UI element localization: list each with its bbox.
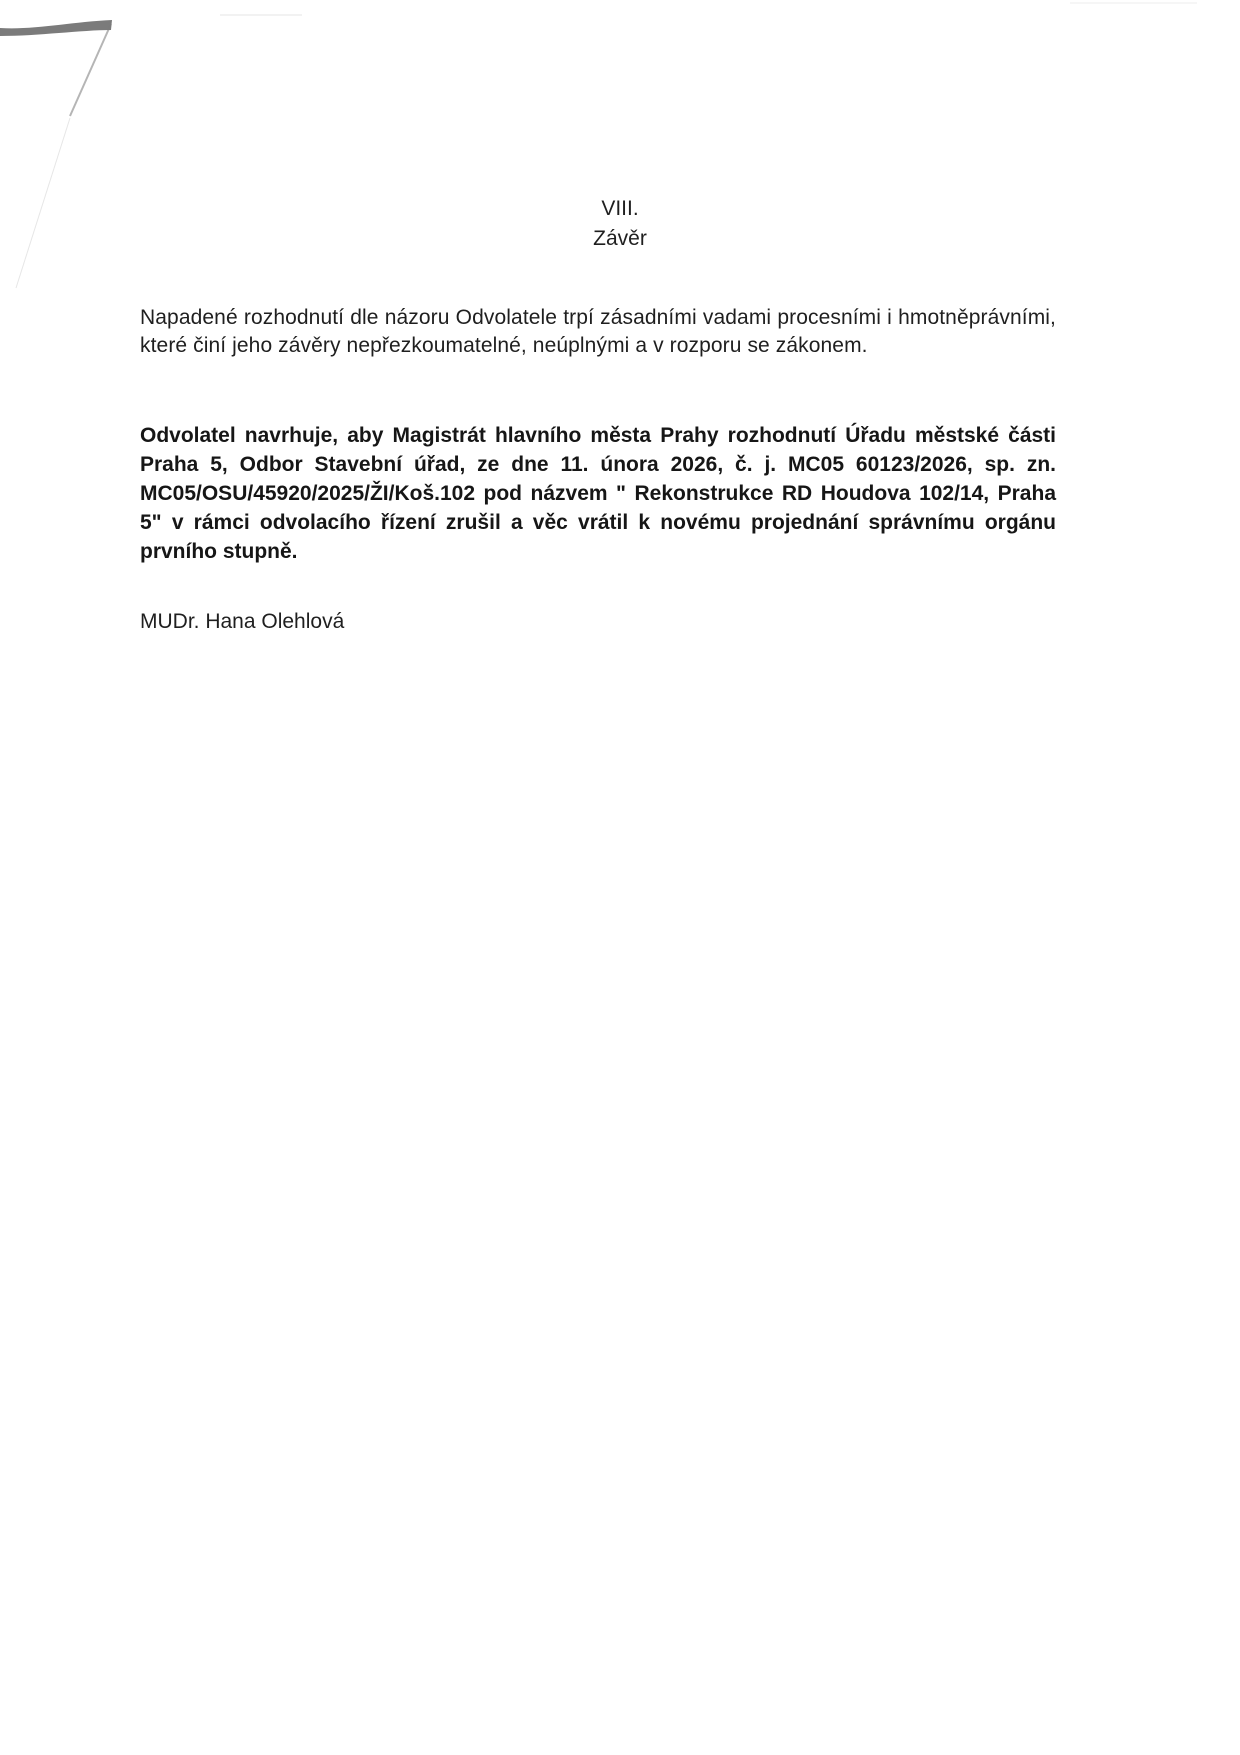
section-heading bbox=[0, 194, 1240, 254]
appeal-proposal-paragraph: Odvolatel navrhuje, aby Magistrát hlavního města Prahy rozhodnutí Úřadu městské části Praha 5, Odbor Stavební úřad, ze dne 11. února 2026, č. j. MC05 60123/2026, sp. zn. MC05/OSU/45920/2025/ŽI/Koš.102 pod názvem " Rekonstrukce RD Houdova 102/14, Praha 5" v rámci odvolacího řízení zrušil a věc vrátil k novému projednání správnímu orgánu prvního stupně. bbox=[140, 424, 1056, 563]
signature-name: MUDr. Hana Olehlová bbox=[140, 610, 345, 633]
conclusion-paragraph: Napadené rozhodnutí dle názoru Odvolatele trpí zásadními vadami procesními i hmotněprávními, které činí jeho závěry nepřezkoumatelné, neúplnými a v rozporu se zákonem. bbox=[140, 306, 1056, 357]
section-number: VIII. bbox=[601, 197, 639, 220]
section-title: Závěr bbox=[593, 227, 647, 250]
